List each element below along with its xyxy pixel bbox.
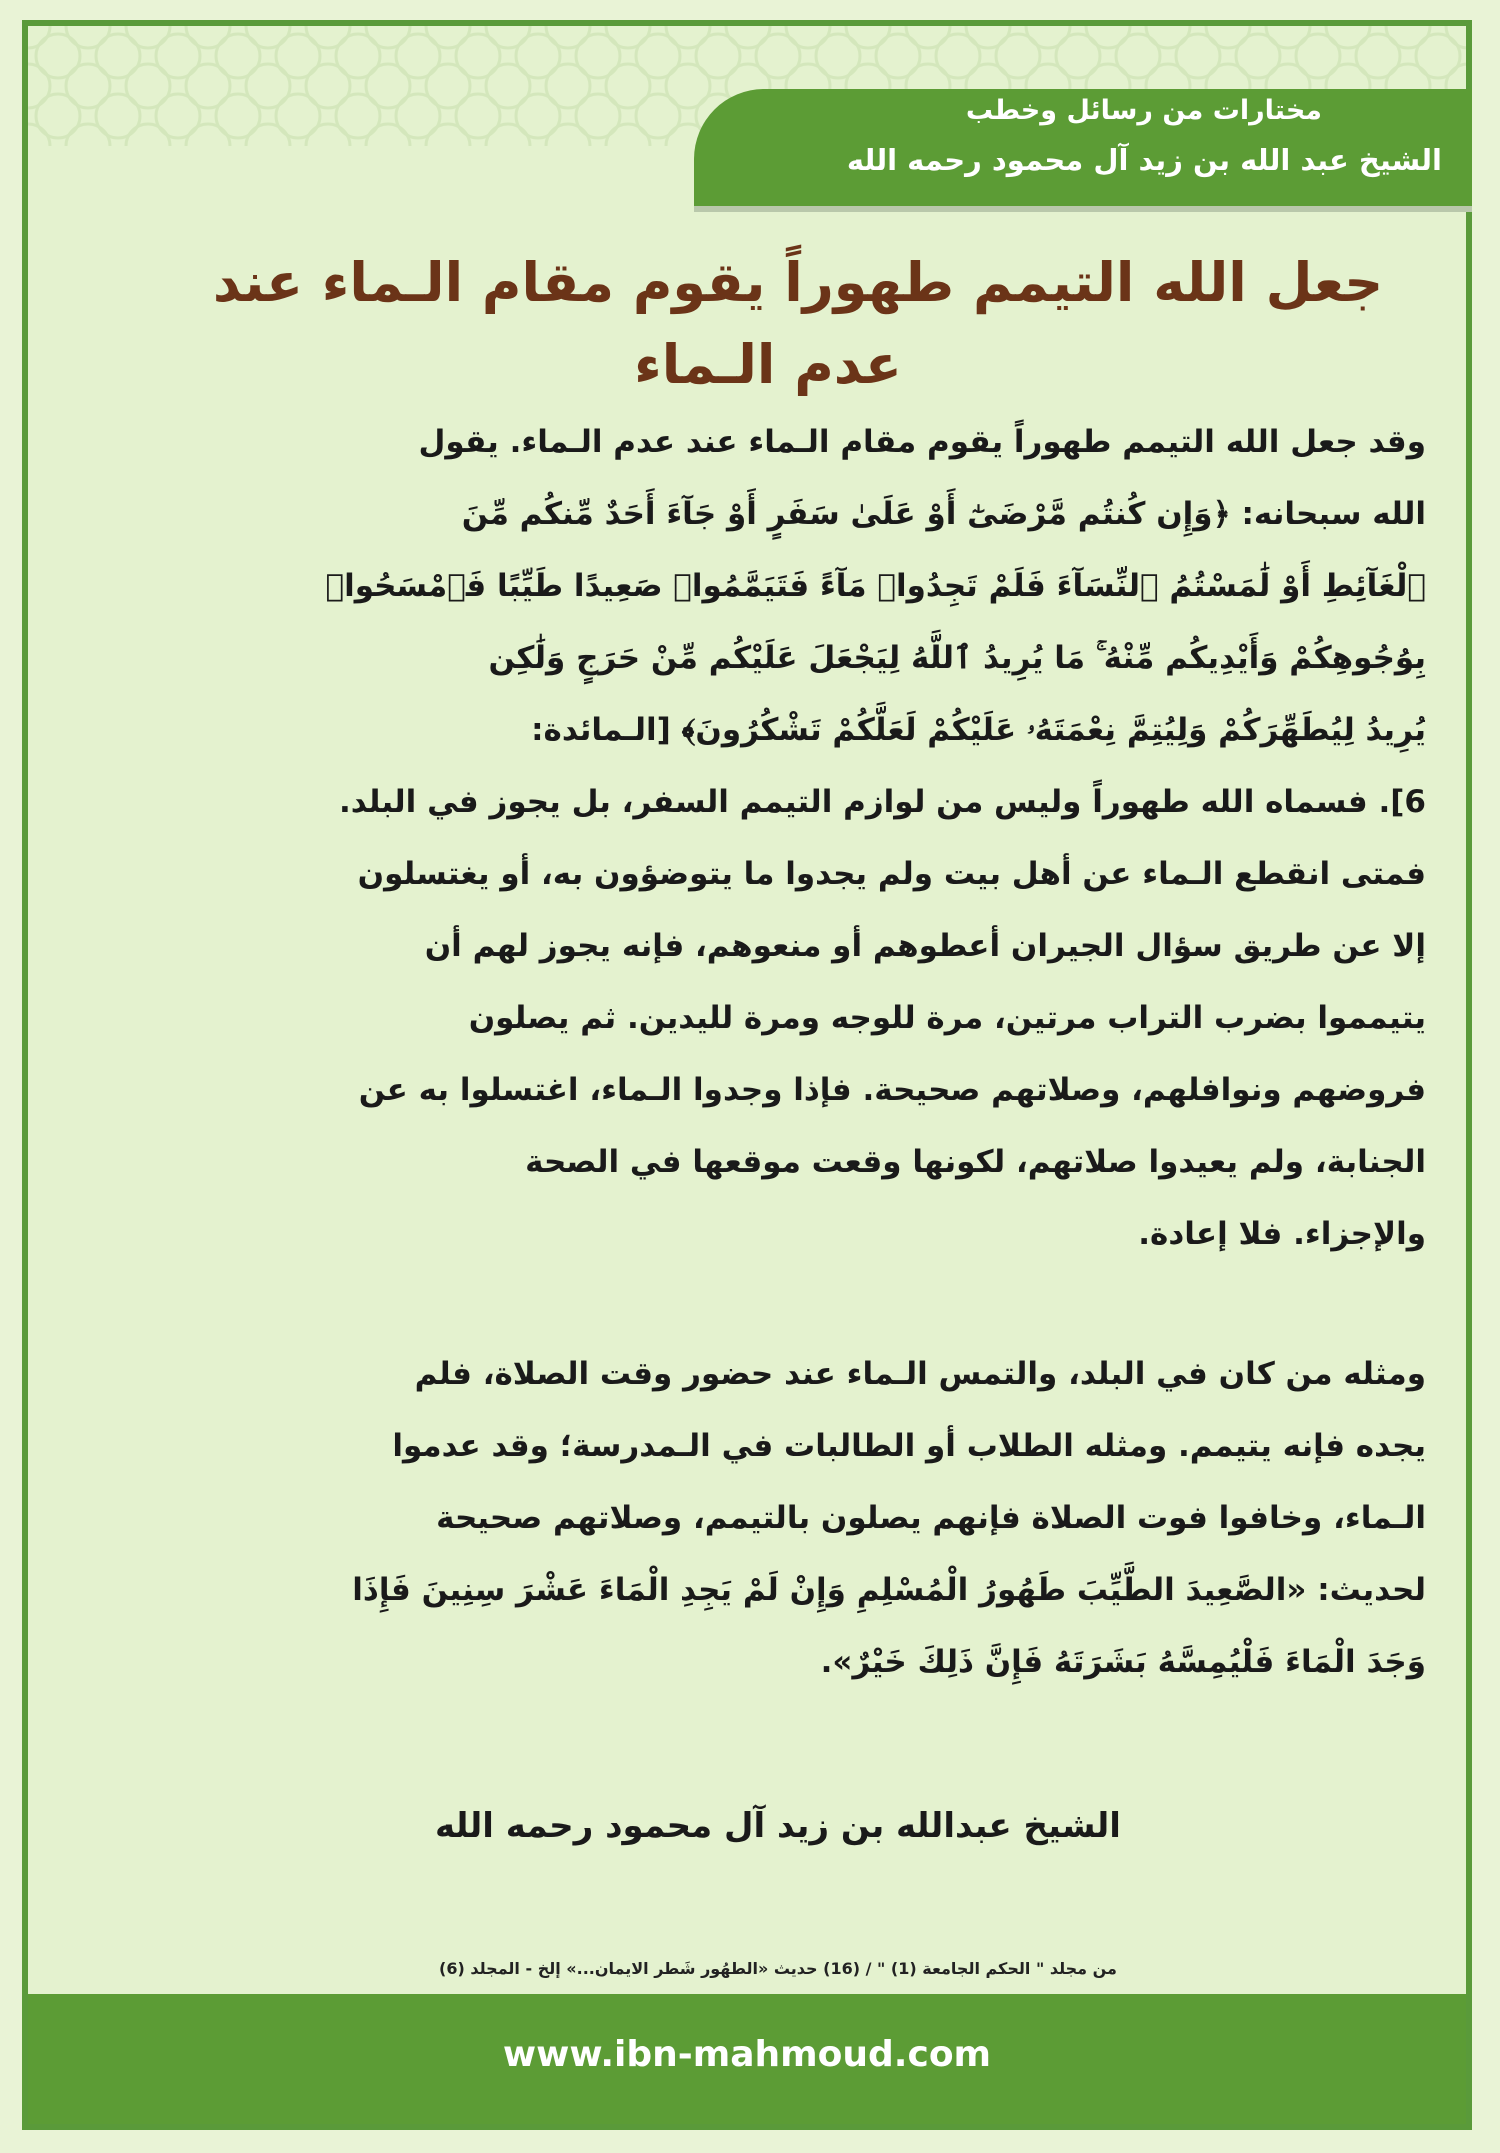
body-line: الـماء، وخافوا فوت الصلاة فإنهم يصلون بالتيمم، وصلاتهم صحيحة bbox=[436, 1500, 1426, 1536]
body-line: وَجَدَ الْمَاءَ فَلْيُمِسَّهُ بَشَرَتَهُ فَإِنَّ ذَلِكَ خَيْرٌ». bbox=[820, 1644, 1426, 1680]
body-line: الجنابة، ولم يعيدوا صلاتهم، لكونها وقعت موقعها في الصحة bbox=[525, 1144, 1426, 1180]
body-line: فمتى انقطع الـماء عن أهل بيت ولم يجدوا ما يتوضؤون به، أو يغتسلون bbox=[357, 856, 1426, 892]
body-line: فروضهم ونوافلهم، وصلاتهم صحيحة. فإذا وجدوا الـماء، اغتسلوا به عن bbox=[358, 1072, 1426, 1108]
body-line: يُرِيدُ لِيُطَهِّرَكُمْ وَلِيُتِمَّ نِعْمَتَهُۥ عَلَيْكُمْ لَعَلَّكُمْ تَشْكُرُونَ﴾ [الـمائدة: bbox=[531, 712, 1426, 748]
body-line: بِوُجُوهِكُمْ وَأَيْدِيكُم مِّنْهُ ۚ مَا يُرِيدُ ٱللَّهُ لِيَجْعَلَ عَلَيْكُم مِّنْ حَرَجٍ وَلَٰكِن bbox=[488, 640, 1426, 676]
body-line: الله سبحانه: ﴿وَإِن كُنتُم مَّرْضَىٰٓ أَوْ عَلَىٰ سَفَرٍ أَوْ جَآءَ أَحَدٌ مِّنكُم مِّنَ bbox=[461, 496, 1426, 532]
body-line: لحديث: «الصَّعِيدَ الطَّيِّبَ طَهُورُ الْمُسْلِمِ وَإِنْ لَمْ يَجِدِ الْمَاءَ عَشْرَ سِنِينَ فَإِذَا bbox=[352, 1572, 1426, 1608]
header-series-title: مختارات من رسائل وخطب bbox=[965, 95, 1322, 126]
source-footnote: من مجلد " الحكم الجامعة (1) " / (16) حديث «الطهُور شَطر الايمان...» إلخ - المجلد (6) bbox=[439, 1959, 1117, 1978]
header-author: الشيخ عبد الله بن زيد آل محمود رحمه الله bbox=[846, 143, 1442, 177]
body-line: ٱلْغَآئِطِ أَوْ لَٰمَسْتُمُ ٱلنِّسَآءَ فَلَمْ تَجِدُوا۟ مَآءً فَتَيَمَّمُوا۟ صَعِيدًا طَيِّبًا فَٱمْسَحُوا۟ bbox=[325, 568, 1426, 604]
article-title-line-1: جعل الله التيمم طهوراً يقوم مقام الـماء عند bbox=[212, 251, 1384, 314]
header-band bbox=[694, 89, 1472, 206]
page-frame bbox=[22, 20, 1472, 2130]
body-line: يجده فإنه يتيمم. ومثله الطلاب أو الطالبات في الـمدرسة؛ وقد عدموا bbox=[392, 1428, 1426, 1464]
body-line: والإجزاء. فلا إعادة. bbox=[1138, 1216, 1426, 1252]
body-line: وقد جعل الله التيمم طهوراً يقوم مقام الـماء عند عدم الـماء. يقول bbox=[418, 424, 1426, 460]
body-line: ومثله من كان في البلد، والتمس الـماء عند حضور وقت الصلاة، فلم bbox=[414, 1356, 1426, 1392]
body-line: 6]. فسماه الله طهوراً وليس من لوازم التيمم السفر، بل يجوز في البلد. bbox=[339, 784, 1426, 820]
author-signature: الشيخ عبدالله بن زيد آل محمود رحمه الله bbox=[435, 1806, 1121, 1846]
body-line: يتيمموا بضرب التراب مرتين، مرة للوجه ومرة لليدين. ثم يصلون bbox=[468, 1000, 1426, 1036]
footer-band bbox=[28, 1994, 1466, 2124]
body-line: إلا عن طريق سؤال الجيران أعطوهم أو منعوهم، فإنه يجوز لهم أن bbox=[424, 928, 1426, 964]
website-link[interactable]: www.ibn-mahmoud.com bbox=[502, 2034, 992, 2075]
article-title-line-2: عدم الـماء bbox=[634, 333, 902, 396]
